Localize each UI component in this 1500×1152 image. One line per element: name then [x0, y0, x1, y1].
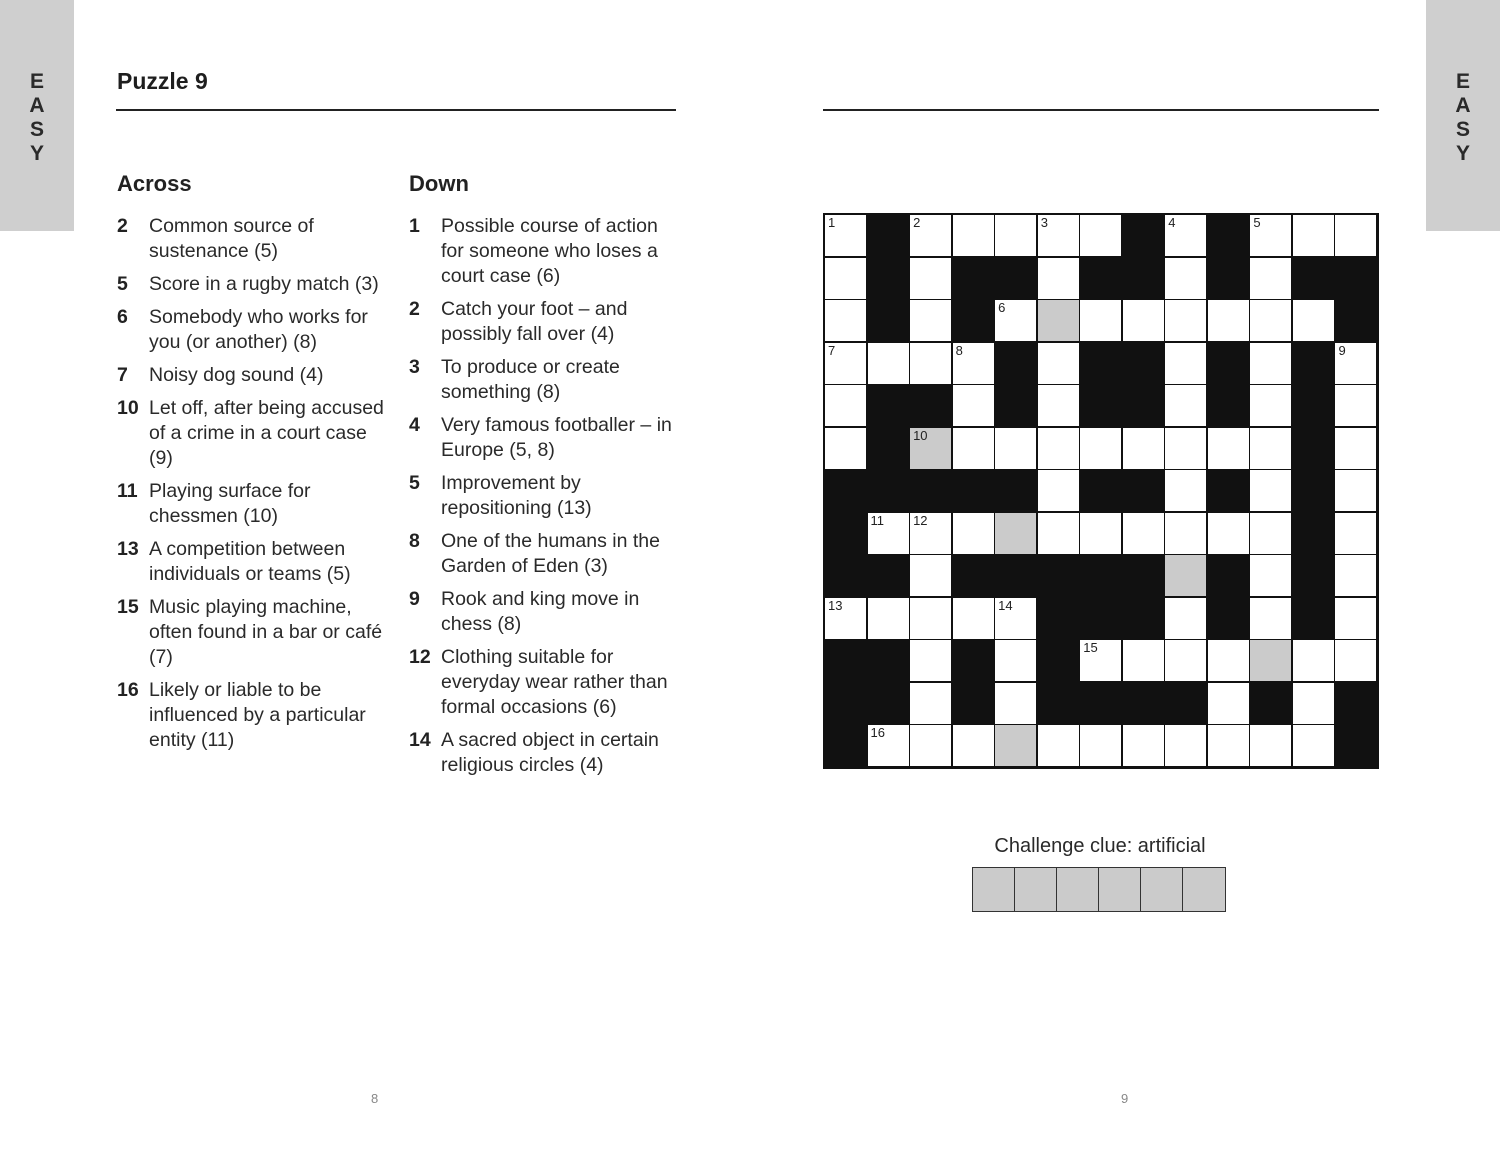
grid-cell[interactable] — [1122, 427, 1165, 470]
clue-text: Playing surface for chessmen (10) — [149, 480, 311, 527]
grid-cell[interactable] — [1207, 299, 1250, 342]
clue-text: Improvement by repositioning (13) — [441, 472, 592, 519]
across-clue — [117, 363, 389, 388]
grid-cell[interactable] — [1037, 257, 1080, 300]
grid-cell[interactable] — [1334, 639, 1377, 682]
grid-cell[interactable] — [952, 214, 995, 257]
grid-cell[interactable] — [952, 724, 995, 767]
clue-text: A sacred object in certain religious circles (4) — [441, 729, 659, 776]
grid-cell-highlighted[interactable] — [994, 724, 1037, 767]
grid-block — [952, 299, 995, 342]
grid-cell[interactable] — [1334, 214, 1377, 257]
grid-cell-highlighted[interactable] — [1164, 554, 1207, 597]
grid-block — [1164, 682, 1207, 725]
grid-block — [1207, 554, 1250, 597]
grid-block — [1079, 597, 1122, 640]
grid-cell[interactable] — [994, 682, 1037, 725]
grid-block — [1334, 257, 1377, 300]
grid-cell[interactable] — [1292, 724, 1335, 767]
grid-cell[interactable] — [824, 342, 867, 385]
grid-cell[interactable] — [1334, 554, 1377, 597]
grid-block — [1292, 554, 1335, 597]
grid-cell[interactable] — [1164, 214, 1207, 257]
grid-cell[interactable] — [1249, 342, 1292, 385]
clue-number: 13 — [117, 538, 139, 560]
grid-cell[interactable] — [1207, 427, 1250, 470]
grid-block — [1334, 724, 1377, 767]
grid-cell[interactable] — [1037, 512, 1080, 555]
clue-number: 6 — [117, 306, 128, 328]
grid-cell-highlighted[interactable] — [1037, 299, 1080, 342]
clue-number: 2 — [117, 215, 128, 237]
grid-cell[interactable] — [1249, 214, 1292, 257]
grid-block — [867, 469, 910, 512]
grid-cell-number: 8 — [955, 342, 963, 358]
down-clue-list — [409, 214, 681, 786]
grid-cell[interactable] — [1164, 469, 1207, 512]
grid-cell-number: 5 — [1253, 215, 1261, 230]
grid-block — [1122, 257, 1165, 300]
grid-cell[interactable] — [867, 724, 910, 767]
grid-block — [994, 342, 1037, 385]
challenge-answer-boxes — [972, 867, 1226, 912]
grid-block — [1079, 342, 1122, 385]
across-clue — [117, 305, 389, 355]
tab-letter: A — [1455, 94, 1471, 117]
down-clue — [409, 645, 681, 720]
page-number-left: 8 — [371, 1091, 379, 1106]
grid-cell-highlighted[interactable] — [1249, 639, 1292, 682]
grid-cell[interactable] — [1249, 257, 1292, 300]
grid-cell[interactable] — [1292, 639, 1335, 682]
down-clue — [409, 214, 681, 289]
grid-block — [909, 384, 952, 427]
grid-cell[interactable] — [1207, 512, 1250, 555]
grid-block — [1037, 554, 1080, 597]
grid-cell[interactable] — [1122, 724, 1165, 767]
grid-block — [824, 469, 867, 512]
page-number-right: 9 — [1121, 1091, 1129, 1106]
grid-block — [1207, 257, 1250, 300]
tab-letter: E — [29, 70, 44, 93]
clue-text: Score in a rugby match (3) — [149, 273, 379, 295]
grid-cell[interactable] — [952, 384, 995, 427]
grid-cell[interactable] — [909, 342, 952, 385]
tab-letter: E — [1455, 70, 1470, 93]
clue-text: Very famous footballer – in Europe (5, 8) — [441, 414, 672, 461]
grid-cell[interactable] — [1334, 469, 1377, 512]
clue-text: Catch your foot – and possibly fall over (4) — [441, 298, 628, 345]
grid-cell[interactable] — [1037, 469, 1080, 512]
grid-block — [909, 469, 952, 512]
grid-block — [994, 257, 1037, 300]
grid-cell[interactable] — [867, 342, 910, 385]
grid-block — [952, 554, 995, 597]
challenge-letter-box[interactable] — [1057, 868, 1099, 911]
down-clue — [409, 529, 681, 579]
grid-cell[interactable] — [1249, 512, 1292, 555]
grid-cell[interactable] — [1164, 597, 1207, 640]
clue-text: Common source of sustenance (5) — [149, 215, 314, 262]
clue-text: Likely or liable to be influenced by a particular entity (11) — [149, 679, 366, 751]
clue-number: 7 — [117, 364, 128, 386]
challenge-letter-box[interactable] — [1141, 868, 1183, 911]
grid-block — [1292, 469, 1335, 512]
clue-text: Music playing machine, often found in a bar or café (7) — [149, 596, 383, 668]
grid-block — [994, 554, 1037, 597]
grid-cell[interactable] — [867, 597, 910, 640]
clue-text: Clothing suitable for everyday wear rather than formal occasions (6) — [441, 646, 668, 718]
grid-cell[interactable] — [909, 512, 952, 555]
tab-letter: S — [1455, 118, 1470, 141]
grid-cell[interactable] — [1037, 724, 1080, 767]
grid-cell[interactable] — [1079, 724, 1122, 767]
grid-cell[interactable] — [1249, 724, 1292, 767]
challenge-letter-box[interactable] — [973, 868, 1015, 911]
grid-cell[interactable] — [1249, 597, 1292, 640]
tab-letter: Y — [29, 142, 44, 165]
grid-block — [952, 639, 995, 682]
grid-cell[interactable] — [824, 384, 867, 427]
grid-block — [952, 469, 995, 512]
grid-cell[interactable] — [1292, 682, 1335, 725]
grid-block — [867, 427, 910, 470]
grid-cell-number: 12 — [913, 512, 928, 528]
grid-cell-number: 1 — [828, 215, 836, 230]
grid-block — [1122, 597, 1165, 640]
grid-block — [1079, 554, 1122, 597]
grid-cell[interactable] — [1037, 214, 1080, 257]
grid-cell[interactable] — [1249, 299, 1292, 342]
grid-cell[interactable] — [1164, 342, 1207, 385]
clue-number: 11 — [117, 480, 138, 502]
clue-number: 14 — [409, 729, 431, 751]
grid-cell-number: 3 — [1040, 215, 1048, 230]
grid-cell[interactable] — [1164, 384, 1207, 427]
difficulty-tab-right — [1426, 0, 1500, 231]
grid-cell[interactable] — [909, 682, 952, 725]
tab-letter: S — [29, 118, 44, 141]
grid-cell-highlighted[interactable] — [994, 512, 1037, 555]
down-clue — [409, 297, 681, 347]
clue-text: A competition between individuals or teams (5) — [149, 538, 351, 585]
grid-cell[interactable] — [1249, 427, 1292, 470]
grid-cell-number: 14 — [998, 597, 1013, 613]
challenge-clue-label: Challenge clue: artificial — [994, 835, 1206, 857]
grid-cell[interactable] — [1164, 512, 1207, 555]
clue-number: 2 — [409, 298, 420, 320]
grid-cell[interactable] — [909, 597, 952, 640]
grid-cell-highlighted[interactable] — [909, 427, 952, 470]
clue-number: 10 — [117, 397, 139, 419]
grid-block — [824, 512, 867, 555]
clue-number: 9 — [409, 588, 420, 610]
grid-cell[interactable] — [1164, 299, 1207, 342]
grid-cell[interactable] — [824, 597, 867, 640]
grid-cell[interactable] — [909, 299, 952, 342]
clue-number: 16 — [117, 679, 139, 701]
grid-cell[interactable] — [1207, 682, 1250, 725]
grid-block — [1249, 682, 1292, 725]
grid-block — [867, 384, 910, 427]
grid-cell[interactable] — [824, 427, 867, 470]
clue-number: 3 — [409, 356, 420, 378]
grid-block — [1122, 682, 1165, 725]
grid-cell-number: 9 — [1338, 342, 1346, 358]
challenge-letter-box[interactable] — [1015, 868, 1057, 911]
tab-letter: A — [29, 94, 45, 117]
grid-cell[interactable] — [1334, 427, 1377, 470]
grid-cell[interactable] — [1037, 427, 1080, 470]
clue-number: 4 — [409, 414, 420, 436]
grid-cell[interactable] — [1164, 639, 1207, 682]
grid-cell-number: 6 — [998, 300, 1006, 316]
grid-block — [1122, 342, 1165, 385]
grid-cell[interactable] — [909, 214, 952, 257]
grid-block — [1207, 384, 1250, 427]
clue-number: 15 — [117, 596, 139, 618]
grid-block — [1037, 682, 1080, 725]
challenge-letter-box[interactable] — [1099, 868, 1141, 911]
grid-cell-number: 15 — [1083, 640, 1098, 656]
challenge-letter-box[interactable] — [1183, 868, 1225, 911]
grid-cell[interactable] — [1164, 257, 1207, 300]
grid-cell[interactable] — [1207, 639, 1250, 682]
crossword-grid — [823, 213, 1379, 769]
grid-block — [824, 639, 867, 682]
grid-cell[interactable] — [952, 597, 995, 640]
grid-cell[interactable] — [952, 342, 995, 385]
grid-cell-number: 13 — [828, 597, 843, 613]
clue-number: 5 — [117, 273, 128, 295]
grid-cell[interactable] — [909, 639, 952, 682]
grid-cell[interactable] — [1249, 384, 1292, 427]
grid-block — [1207, 214, 1250, 257]
grid-cell[interactable] — [1079, 639, 1122, 682]
grid-block — [1292, 257, 1335, 300]
grid-cell[interactable] — [1249, 554, 1292, 597]
clue-text: Let off, after being accused of a crime in a court case (9) — [149, 397, 384, 469]
across-clue — [117, 678, 389, 753]
grid-cell[interactable] — [1079, 299, 1122, 342]
grid-block — [1292, 384, 1335, 427]
down-clue — [409, 355, 681, 405]
grid-block — [1207, 342, 1250, 385]
grid-cell-number: 7 — [828, 342, 836, 358]
grid-block — [1334, 299, 1377, 342]
grid-block — [1079, 469, 1122, 512]
grid-block — [1292, 512, 1335, 555]
grid-block — [1079, 682, 1122, 725]
grid-cell[interactable] — [1334, 342, 1377, 385]
grid-block — [1037, 639, 1080, 682]
grid-block — [1079, 257, 1122, 300]
grid-cell[interactable] — [1037, 342, 1080, 385]
grid-block — [867, 257, 910, 300]
grid-block — [952, 257, 995, 300]
grid-cell[interactable] — [994, 214, 1037, 257]
grid-block — [1122, 384, 1165, 427]
grid-cell[interactable] — [994, 427, 1037, 470]
grid-block — [867, 554, 910, 597]
across-clue — [117, 272, 389, 297]
clue-number: 5 — [409, 472, 420, 494]
grid-cell[interactable] — [1122, 299, 1165, 342]
across-heading: Across — [117, 171, 192, 196]
grid-cell[interactable] — [1164, 427, 1207, 470]
across-clue — [117, 396, 389, 471]
grid-cell-number: 10 — [913, 427, 928, 443]
title-rule-right — [823, 109, 1379, 111]
grid-block — [1122, 214, 1165, 257]
grid-cell[interactable] — [1292, 214, 1335, 257]
grid-block — [867, 299, 910, 342]
clue-text: Possible course of action for someone who loses a court case (6) — [441, 215, 658, 287]
down-clue — [409, 728, 681, 778]
across-clue — [117, 479, 389, 529]
grid-cell[interactable] — [994, 639, 1037, 682]
grid-block — [1122, 469, 1165, 512]
grid-cell-number: 2 — [913, 215, 921, 230]
clue-text: Rook and king move in chess (8) — [441, 588, 640, 635]
grid-cell[interactable] — [1122, 639, 1165, 682]
grid-cell[interactable] — [1334, 597, 1377, 640]
grid-block — [867, 214, 910, 257]
clue-number: 1 — [409, 215, 420, 237]
grid-block — [1207, 469, 1250, 512]
grid-block — [824, 682, 867, 725]
grid-block — [994, 469, 1037, 512]
down-clue — [409, 413, 681, 463]
grid-cell[interactable] — [1164, 724, 1207, 767]
grid-block — [1037, 597, 1080, 640]
across-clue — [117, 214, 389, 264]
tab-letter: Y — [1455, 142, 1470, 165]
grid-cell[interactable] — [867, 512, 910, 555]
across-clue-list — [117, 214, 389, 761]
grid-cell[interactable] — [994, 597, 1037, 640]
grid-block — [1292, 597, 1335, 640]
clue-text: To produce or create something (8) — [441, 356, 620, 403]
across-clue — [117, 595, 389, 670]
grid-cell[interactable] — [1079, 427, 1122, 470]
grid-cell-number: 4 — [1168, 215, 1176, 230]
title-rule-left — [116, 109, 676, 111]
down-clue — [409, 471, 681, 521]
grid-block — [1334, 682, 1377, 725]
grid-cell[interactable] — [1292, 299, 1335, 342]
grid-block — [1292, 427, 1335, 470]
grid-cell[interactable] — [1334, 512, 1377, 555]
grid-block — [867, 639, 910, 682]
grid-cell[interactable] — [824, 257, 867, 300]
grid-cell[interactable] — [1122, 512, 1165, 555]
grid-cell[interactable] — [1207, 724, 1250, 767]
grid-block — [824, 554, 867, 597]
puzzle-title: Puzzle 9 — [117, 68, 208, 94]
grid-cell[interactable] — [1334, 384, 1377, 427]
grid-cell[interactable] — [824, 299, 867, 342]
across-clue — [117, 537, 389, 587]
grid-cell[interactable] — [952, 512, 995, 555]
grid-cell[interactable] — [1249, 469, 1292, 512]
grid-cell[interactable] — [994, 299, 1037, 342]
grid-block — [824, 724, 867, 767]
down-clue — [409, 587, 681, 637]
grid-block — [1207, 597, 1250, 640]
grid-block — [1292, 342, 1335, 385]
grid-block — [867, 682, 910, 725]
grid-cell-number: 16 — [870, 725, 885, 741]
grid-cell[interactable] — [1079, 512, 1122, 555]
grid-cell[interactable] — [952, 427, 995, 470]
grid-cell-number: 11 — [870, 512, 885, 528]
clue-text: One of the humans in the Garden of Eden (3) — [441, 530, 660, 577]
grid-block — [1122, 554, 1165, 597]
grid-cell[interactable] — [1037, 384, 1080, 427]
clue-text: Somebody who works for you (or another) (8) — [149, 306, 368, 353]
difficulty-tab-left — [0, 0, 74, 231]
grid-block — [1079, 384, 1122, 427]
grid-cell[interactable] — [824, 214, 867, 257]
clue-number: 12 — [409, 646, 431, 668]
grid-cell[interactable] — [909, 554, 952, 597]
grid-cell[interactable] — [909, 257, 952, 300]
grid-block — [994, 384, 1037, 427]
clue-text: Noisy dog sound (4) — [149, 364, 324, 386]
clue-number: 8 — [409, 530, 420, 552]
down-heading: Down — [409, 171, 469, 196]
grid-cell[interactable] — [909, 724, 952, 767]
grid-block — [952, 682, 995, 725]
grid-cell[interactable] — [1079, 214, 1122, 257]
